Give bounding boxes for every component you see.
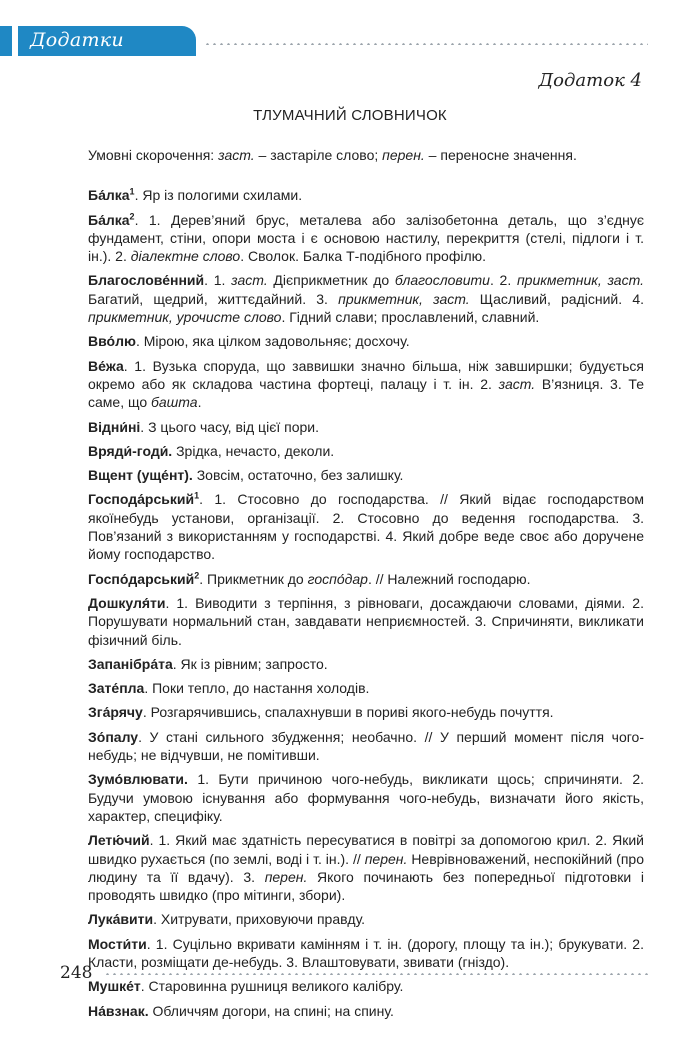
entry-term <box>88 911 153 927</box>
header-accent-strip <box>0 26 12 56</box>
entry-term-text: Вряди́-годи́. <box>88 442 173 459</box>
entry-term-text: Зо́палу <box>88 728 139 745</box>
entry-definition-text: . 2. <box>489 272 517 289</box>
entry-term-text: Вщент (уще́нт). <box>88 467 193 484</box>
entry-definition-text: . Мірою, яка цілком задовольняє; досхочу. <box>135 333 410 350</box>
entry-definition-text: . Як із рівним; запросто. <box>172 655 328 672</box>
entry-definition-text: Щасливий, радісний. 4. <box>469 290 644 307</box>
appendix-label: Додаток 4 <box>538 70 642 91</box>
entry-label-italic: благословити <box>394 272 490 289</box>
entry-term <box>88 443 172 459</box>
abbreviations-note <box>88 146 644 164</box>
entry-definition-text: Обличчям догори, на спині; на спину. <box>148 1002 394 1019</box>
entry-definition-text: . Хитрувати, приховуючи правду. <box>153 911 366 928</box>
entry-term <box>88 571 199 587</box>
entry-term <box>88 491 199 507</box>
entry-definition-text: Зрідка, нечасто, деколи. <box>172 442 335 459</box>
glossary-entry <box>88 442 644 460</box>
glossary-entry <box>88 490 644 563</box>
abbreviations-prefix: Умовні скорочення: <box>88 147 219 163</box>
entry-term-text: Зга́рячу <box>88 704 143 721</box>
entry-definition-text: . <box>197 394 202 411</box>
entry-label-italic: башта <box>151 394 198 411</box>
entry-term-text: Лука́вити <box>88 911 154 928</box>
entry-definition-text: Дієприкметник до <box>267 272 395 289</box>
entry-term-text: Вво́лю <box>88 333 136 350</box>
glossary-entry <box>88 466 644 484</box>
dictionary-content <box>88 146 644 1026</box>
entry-term-text: Запанібра́та <box>88 655 173 672</box>
entry-term-text: Ба́лка <box>88 187 130 204</box>
glossary-entry <box>88 1002 644 1020</box>
entry-label-italic: перен. <box>264 868 308 885</box>
entry-definition-text: 1. Бути причиною чого-небудь, викликати щось; спричиняти. 2. Будучи умовою існування або формування чого-небудь, визначати його якість, характер, специфіку. <box>88 771 644 824</box>
glossary-entry <box>88 679 644 697</box>
entry-term <box>88 656 173 672</box>
entry-label-italic: заст. <box>231 272 268 289</box>
entry-definition-text: . 1. Який має здатність пересуватися в повітрі за допомогою крил. 2. Який швидко рухається (по землі, воді і т. ін.). // <box>88 832 644 867</box>
glossary-entry <box>88 594 644 649</box>
entry-label-italic: прикметник, урочисте слово <box>88 309 282 326</box>
glossary-entry <box>88 271 644 326</box>
glossary-entry <box>88 831 644 904</box>
glossary-entry <box>88 570 644 588</box>
glossary-entry <box>88 357 644 412</box>
glossary-entry <box>88 910 644 928</box>
entry-definition-text: . Старовинна рушниця великого калібру. <box>140 978 404 995</box>
entry-label-italic: діалектне слово <box>130 248 241 265</box>
entry-term-text: Зате́пла <box>88 680 145 697</box>
entry-definition-text: Зовсім, остаточно, без залишку. <box>192 467 404 484</box>
entry-homonym-index: 2 <box>194 569 200 580</box>
entry-definition-text: . 1. Виводити з терпіння, з рівноваги, досаждаючи словами, діями. 2. Порушувати нормальний стан, завдавати неприємностей. 3. Спричиняти, викликати фізичний біль. <box>88 594 644 648</box>
entry-definition-text: . Поки тепло, до настання холодів. <box>144 680 370 697</box>
entry-definition-text: . У стані сильного збудження; необачно. // У перший момент після чого-небудь; не відчувши, не помітивши. <box>88 728 644 764</box>
glossary-entry <box>88 418 644 436</box>
entry-term <box>88 704 143 720</box>
entry-term-text: Благослове́нний <box>88 272 205 289</box>
footer-dotted-rule <box>104 973 648 975</box>
entry-term-text: Відни́ні <box>88 418 141 435</box>
entry-definition-text: . Яр із пологими схилами. <box>134 187 303 204</box>
entry-term <box>88 832 150 848</box>
abbreviation-peren-definition: – переносне значення. <box>424 147 577 163</box>
entry-label-italic: госпо́дар <box>307 570 368 587</box>
entry-label-italic: прикметник, заст. <box>516 272 644 289</box>
entry-term-text: Мости́ти <box>88 935 147 952</box>
entry-label-italic: заст. <box>498 375 536 392</box>
page-header <box>0 26 700 56</box>
entry-definition-text: . 1. Вузька споруда, що заввишки значно більша, ніж завширшки; будується окремо або як складова частина фортеці, палацу і т. ін. 2. <box>88 357 644 392</box>
entry-homonym-index: 1 <box>129 186 135 197</box>
glossary-entry <box>88 770 644 825</box>
entry-definition-text: . Прикметник до <box>199 570 308 587</box>
entry-term <box>88 272 204 288</box>
entry-definition-text: . 1. Суцільно вкривати камінням і т. ін. (дорогу, площу та ін.); брукувати. 2. Класти, розміщати де-небудь. 3. Влаштовувати, звивати (гніздо). <box>88 935 644 970</box>
entry-term <box>88 1003 149 1019</box>
entry-definition-text: . 1. Дерев’яний брус, металева або залізобетонна деталь, що з’єднує фундамент, стіни, опори моста і є основою настилу, перекриття (стелі, підлоги і т. ін.). 2. <box>88 211 644 265</box>
entry-label-italic: перен. <box>364 850 408 867</box>
entry-definition-text: . Розгарячившись, спалахнувши в пориві якого-небудь почуття. <box>142 704 554 721</box>
entry-homonym-index: 2 <box>129 210 135 221</box>
entry-term <box>88 187 135 203</box>
glossary-entry <box>88 332 644 350</box>
entry-term <box>88 333 136 349</box>
entry-term <box>88 680 144 696</box>
page-number: 248 <box>60 963 93 983</box>
entry-homonym-index: 1 <box>194 490 200 501</box>
entry-term <box>88 212 135 228</box>
entry-definition-text: Якого починають без попередньої підготовки і проводять швидко (про мітинги, збори). <box>88 868 644 904</box>
header-dotted-rule <box>204 43 648 45</box>
entry-term-text: Ба́лка <box>88 211 130 228</box>
entry-definition-text: В’язниця. 3. Те саме, що <box>88 375 644 411</box>
entry-term-text: Госпо́дарський <box>88 570 195 587</box>
abbreviation-zast-definition: – застаріле слово; <box>254 147 383 163</box>
entry-term-text: Мушке́т <box>88 978 141 995</box>
entry-definition-text: . 1. Стосовно до господарства. // Який відає господарством якоїнебудь установи, організації. 2. Стосовно до ведення господарства. 3. Пов’язаний з використанням у господарстві. 4. Який добре веде своє або доручене йому господарство. <box>88 491 644 563</box>
entry-definition-text: . // Належний господарю. <box>367 570 531 587</box>
entry-term <box>88 595 166 611</box>
abbreviation-zast: заст. <box>218 147 255 163</box>
page-title: ТЛУМАЧНИЙ СЛОВНИЧОК <box>253 107 447 124</box>
glossary-entry <box>88 703 644 721</box>
entry-definition-text: . Гідний слави; прославлений, славний. <box>281 309 540 326</box>
entry-term <box>88 467 193 483</box>
entry-definition-text: Багатий, щедрий, життєдайний. 3. <box>88 290 339 307</box>
entry-term-text: Ве́жа <box>88 357 124 374</box>
glossary-entry <box>88 211 644 266</box>
abbreviation-peren: перен. <box>382 147 425 163</box>
entry-term-text: На́взнак. <box>88 1002 149 1019</box>
glossary-entry <box>88 728 644 765</box>
entry-term <box>88 771 188 787</box>
entry-term <box>88 419 140 435</box>
entry-label-italic: прикметник, заст. <box>338 290 470 307</box>
page-footer <box>0 963 700 985</box>
entry-definition-text: . 1. <box>204 272 232 289</box>
entry-definition-text: . З цього часу, від цієї пори. <box>140 418 319 435</box>
entry-term <box>88 729 138 745</box>
glossary-entry <box>88 655 644 673</box>
entry-term-text: Летю́чий <box>88 832 150 849</box>
entry-term-text: Господа́рський <box>88 491 195 508</box>
glossary-entry <box>88 186 644 204</box>
entry-term <box>88 936 147 952</box>
entry-term-text: Дошкуля́ти <box>88 594 166 611</box>
entry-definition-text: . Сволок. Балка Т-подібного профілю. <box>240 248 487 265</box>
entry-term <box>88 358 124 374</box>
glossary-entries <box>88 186 644 1020</box>
entry-definition-text: Неврівноважений, неспокійний (про людину та її вдачу). 3. <box>88 850 644 885</box>
entry-term-text: Зумо́влювати. <box>88 771 188 788</box>
section-label: Додатки <box>30 29 124 51</box>
